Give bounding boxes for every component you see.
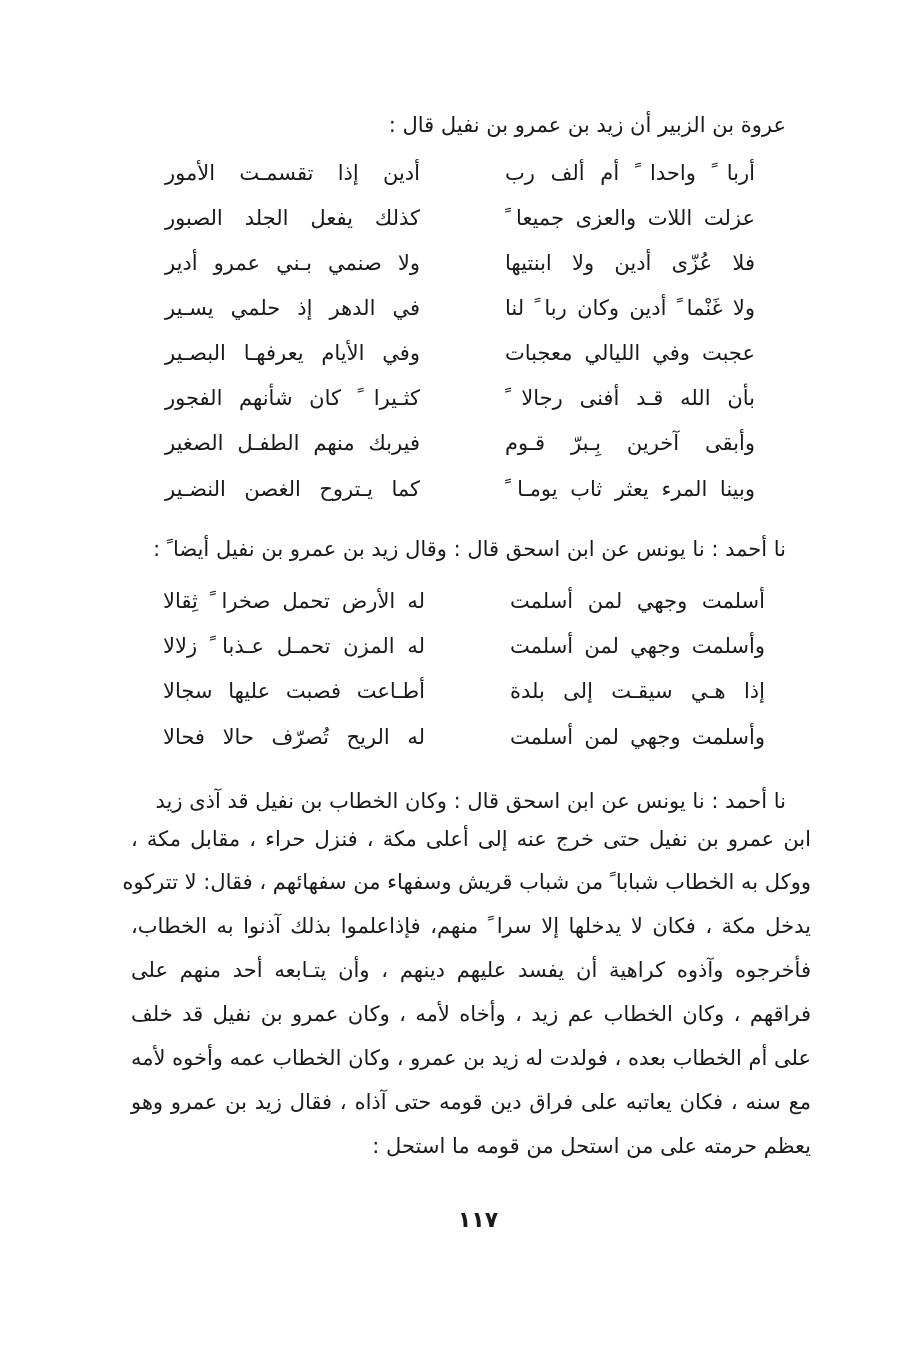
verse-row <box>140 248 780 278</box>
verse-first-hemistich: فلا عُزّى أدين ولا ابنتيها <box>505 251 755 275</box>
prose-line: ابن عمرو بن نفيل حتى خرج عنه إلى أعلى مكة ، فنزل حراء ، مقابل مكة ، <box>131 827 811 851</box>
verse-second-hemistich: له الأرض تحمل صخرا ً ثِقالا <box>163 589 425 613</box>
verse-row <box>140 676 780 706</box>
verse-first-hemistich: وأبقى آخرين بِـبرّ قـوم <box>505 431 755 455</box>
verse-first-hemistich: وبينا المرء يعثر ثاب يومـا ً <box>505 477 755 501</box>
intro-line: عروة بن الزبير أن زيد بن عمرو بن نفيل قال : <box>388 113 786 137</box>
verse-row <box>140 158 780 188</box>
prose-line: فأخرجوه وآذوه كراهية أن يفسد عليهم دينهم ، وأن يتـابعه أحد منهم على <box>131 958 811 982</box>
prose-line: ووكل به الخطاب شبابا ً من شباب قريش وسفهاء من سفهائهم ، فقال: لا تتركوه <box>122 870 811 894</box>
poem-1 <box>140 158 780 528</box>
prose-line: يعظم حرمته على من استحل من قومه ما استحل : <box>372 1134 811 1158</box>
verse-first-hemistich: وأسلمت وجهي لمن أسلمت <box>510 725 765 749</box>
verse-first-hemistich: أربا ً واحدا ً أم ألف رب <box>505 161 755 185</box>
poem-2 <box>140 586 780 761</box>
isnad-line: نا أحمد : نا يونس عن ابن اسحق قال : وقال زيد بن عمرو بن نفيل أيضا ً : <box>153 537 786 561</box>
verse-second-hemistich: أطـاعت فصبت عليها سجالا <box>163 679 425 703</box>
verse-first-hemistich: وأسلمت وجهي لمن أسلمت <box>510 634 765 658</box>
verse-row <box>140 631 780 661</box>
verse-second-hemistich: كثـيرا ً كان شأنهم الفجور <box>165 386 420 410</box>
prose-line: مع سنه ، فكان يعاتبه على فراق دين قومه حتى آذاه ، فقال زيد بن عمرو وهو <box>131 1090 811 1114</box>
verse-row <box>140 383 780 413</box>
verse-first-hemistich: عزلت اللات والعزى جميعا ً <box>505 206 755 230</box>
verse-row <box>140 293 780 323</box>
verse-row <box>140 203 780 233</box>
verse-first-hemistich: أسلمت وجهي لمن أسلمت <box>510 589 765 613</box>
verse-first-hemistich: بأن الله قـد أفنى رجالا ً <box>505 386 755 410</box>
prose-line: نا أحمد : نا يونس عن ابن اسحق قال : وكان الخطاب بن نفيل قد آذى زيد <box>155 789 786 813</box>
verse-row <box>140 722 780 752</box>
verse-first-hemistich: عجبت وفي الليالي معجبات <box>505 341 755 365</box>
verse-row <box>140 338 780 368</box>
verse-row <box>140 474 780 504</box>
verse-first-hemistich: ولا غَنْما ً أدين وكان ربا ً لنا <box>505 296 755 320</box>
verse-first-hemistich: إذا هـي سيقـت إلى بلدة <box>510 679 765 703</box>
verse-row <box>140 586 780 616</box>
verse-second-hemistich: كذلك يفعل الجلد الصبور <box>165 206 420 230</box>
verse-second-hemistich: ولا صنمي بـني عمرو أدير <box>165 251 420 275</box>
page-number: ١١٧ <box>457 1208 499 1233</box>
verse-second-hemistich: له الريح تُصرّف حالا فحالا <box>163 725 425 749</box>
prose-line: على أم الخطاب بعده ، فولدت له زيد بن عمرو ، وكان الخطاب عمه وأخوه لأمه <box>130 1046 811 1070</box>
verse-row <box>140 428 780 458</box>
verse-second-hemistich: أدين إذا تقسمـت الأمور <box>165 161 420 185</box>
verse-second-hemistich: في الدهر إذ حلمي يسـير <box>165 296 420 320</box>
verse-second-hemistich: فيربك منهم الطفـل الصغير <box>165 431 420 455</box>
prose-line: يدخل مكة ، فكان لا يدخلها إلا سرا ً منهم، فإذاعلموا بذلك آذنوا به الخطاب، <box>131 914 811 938</box>
verse-second-hemistich: له المزن تحمـل عـذبا ً زلالا <box>163 634 425 658</box>
verse-second-hemistich: وفي الأيام يعرفهـا البصـير <box>165 341 420 365</box>
verse-second-hemistich: كما يـتروح الغصن النضـير <box>165 477 420 501</box>
prose-line: فراقهم ، وكان الخطاب عم زيد ، وأخاه لأمه ، وكان عمرو بن نفيل قد خلف <box>131 1002 811 1026</box>
